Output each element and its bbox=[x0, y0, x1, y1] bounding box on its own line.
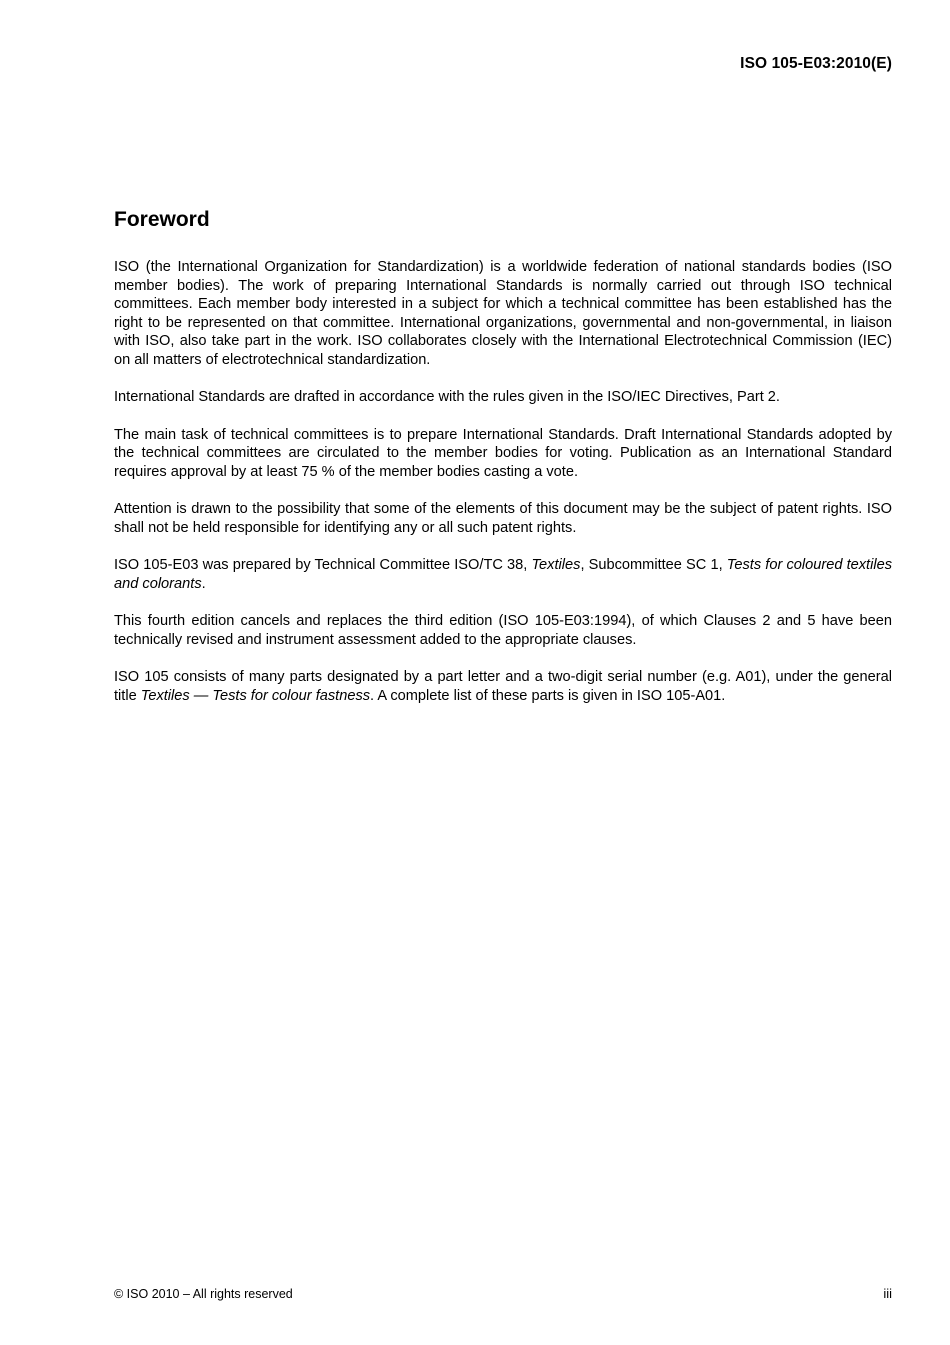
foreword-body bbox=[114, 258, 892, 724]
parts-text-end: . A complete list of these parts is given in ISO 105-A01. bbox=[370, 687, 726, 704]
paragraph-prepared-by bbox=[114, 556, 892, 593]
general-title: Textiles — Tests for colour fastness bbox=[140, 687, 371, 704]
paragraph-patent-rights: Attention is drawn to the possibility that some of the elements of this document may be the subject of patent rights. ISO shall not be held responsible for identifying any or all such patent rights. bbox=[114, 501, 892, 536]
parts-text: ISO 105 consists of many parts designated by a part letter and a two-digit serial number (e.g. A01), under the general title bbox=[114, 669, 892, 704]
page-title: Foreword bbox=[114, 208, 210, 231]
paragraph-iso-intro: ISO (the International Organization for Standardization) is a worldwide federation of national standards bodies (ISO member bodies). The work of preparing International Standards is normally carried out through ISO technical committees. Each member body interested in a subject for which a technical committee has been established has the right to be represented on that committee. International organizations, governmental and non-governmental, in liaison with ISO, also take part in the work. ISO collaborates closely with the International Electrotechnical Commission (IEC) on all matters of electrotechnical standardization. bbox=[114, 259, 892, 368]
subcommittee-text: , Subcommittee SC 1, bbox=[580, 557, 727, 574]
committee-title: Textiles bbox=[531, 557, 581, 574]
subcommittee-title: Tests for coloured textiles and colorants bbox=[114, 557, 893, 592]
paragraph-directives: International Standards are drafted in accordance with the rules given in the ISO/IEC Directives, Part 2. bbox=[114, 389, 780, 406]
paragraph-parts bbox=[114, 668, 892, 705]
page-number: iii bbox=[883, 1286, 892, 1301]
copyright-notice: © ISO 2010 – All rights reserved bbox=[114, 1287, 293, 1301]
paragraph-edition: This fourth edition cancels and replaces the third edition (ISO 105-E03:1994), of which Clauses 2 and 5 have been technically revised and instrument assessment added to the appropriate clauses. bbox=[114, 613, 892, 648]
paragraph-committee-task: The main task of technical committees is to prepare International Standards. Draft International Standards adopted by the technical committees are circulated to the member bodies for voting. Publication as an International Standard requires approval by at least 75 % of the member bodies casting a vote. bbox=[114, 426, 892, 480]
prepared-by-text: ISO 105-E03 was prepared by Technical Committee ISO/TC 38, bbox=[114, 557, 532, 574]
prepared-by-end: . bbox=[201, 575, 206, 592]
document-reference: ISO 105-E03:2010(E) bbox=[740, 55, 892, 72]
